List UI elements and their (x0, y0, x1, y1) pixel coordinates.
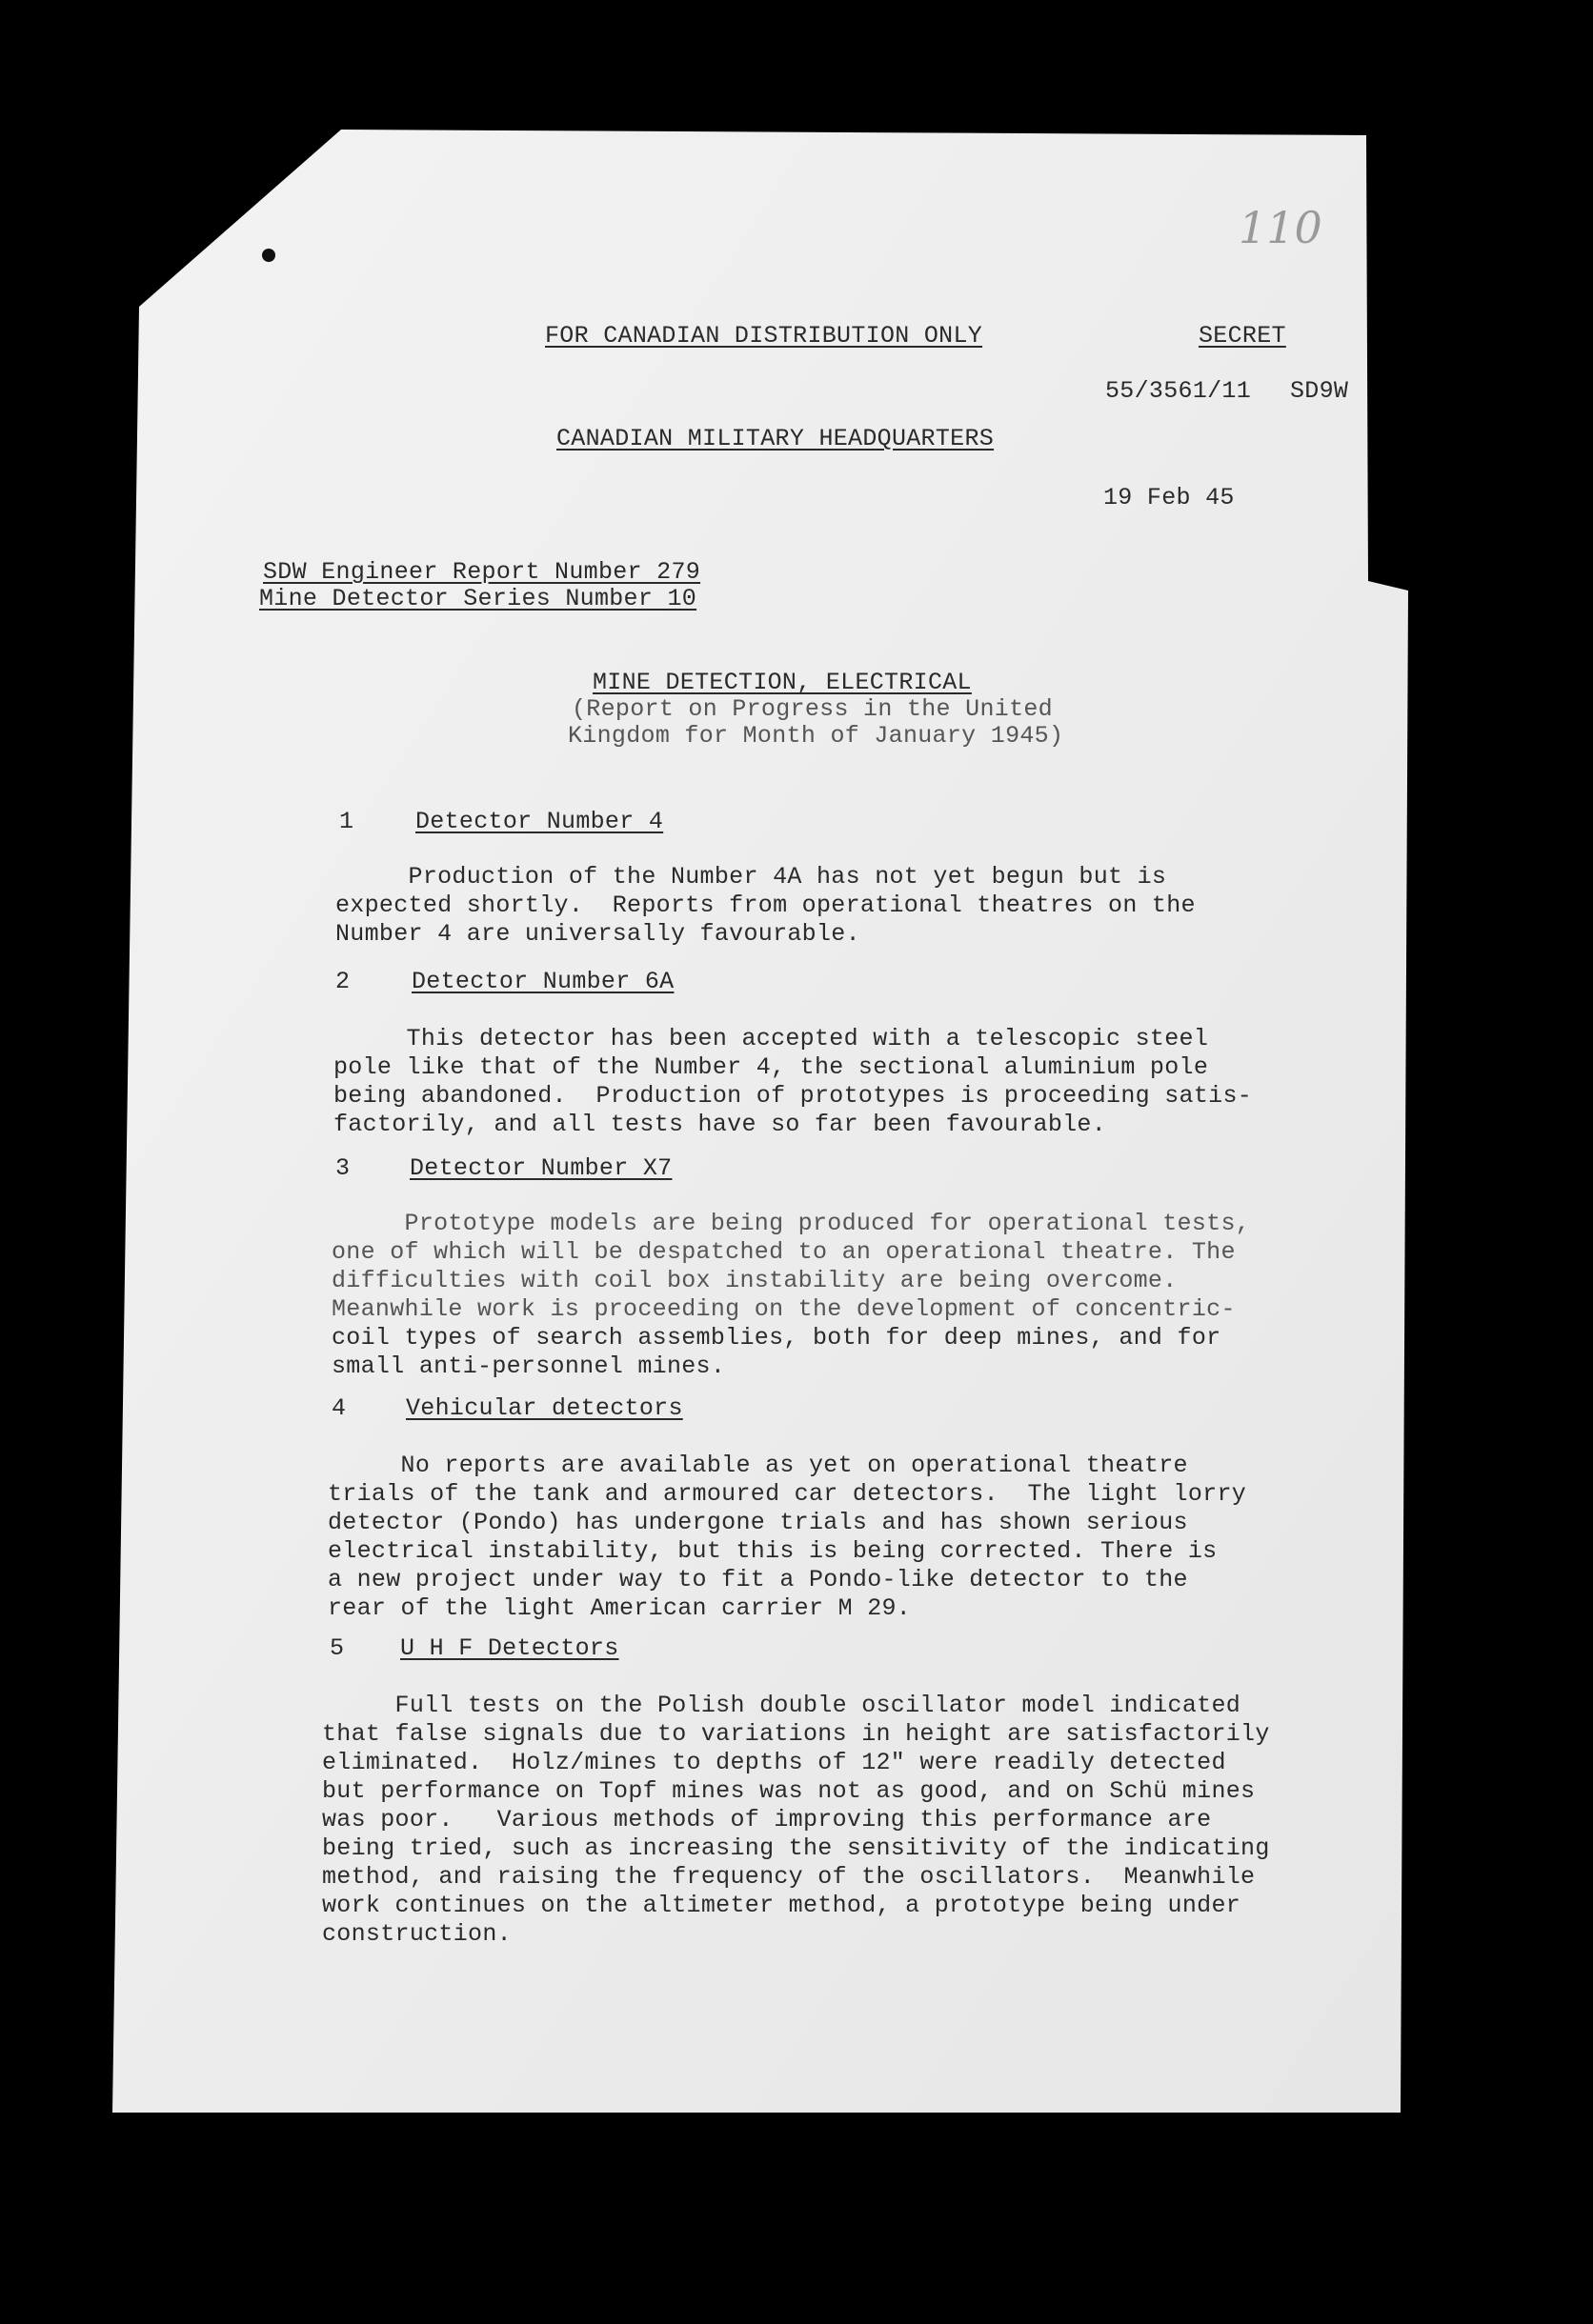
section-heading: U H F Detectors (400, 1634, 619, 1662)
report-subtitle-line2: Kingdom for Month of January 1945) (568, 722, 1064, 750)
section-line: detector (Pondo) has undergone trials and has shown serious (328, 1509, 1188, 1536)
handwritten-folio-number: 110 (1239, 202, 1322, 253)
section-line: Full tests on the Polish double oscillator model indicated (322, 1692, 1241, 1719)
section-line: rear of the light American carrier M 29. (328, 1594, 912, 1622)
section-line: but performance on Topf mines was not as good, and on Schü mines (322, 1777, 1256, 1805)
section-line: expected shortly. Reports from operational theatres on the (335, 892, 1196, 919)
section-heading: Detector Number 4 (415, 808, 664, 835)
section-heading: Vehicular detectors (406, 1394, 683, 1422)
organisation-heading: CANADIAN MILITARY HEADQUARTERS (556, 425, 995, 452)
section-line: being tried, such as increasing the sensitivity of the indicating (322, 1834, 1270, 1862)
distribution-notice: FOR CANADIAN DISTRIBUTION ONLY (545, 322, 983, 350)
section-line: Meanwhile work is proceeding on the development of concentric- (332, 1295, 1236, 1323)
section-line: method, and raising the frequency of the oscillators. Meanwhile (322, 1863, 1256, 1891)
classification-label: SECRET (1199, 322, 1286, 350)
section-line: a new project under way to fit a Pondo-like detector to the (328, 1566, 1188, 1593)
section-line: work continues on the altimeter method, a prototype being under (322, 1892, 1241, 1919)
file-reference: 55/3561/11 (1105, 377, 1252, 405)
report-title: MINE DETECTION, ELECTRICAL (593, 669, 972, 696)
punch-hole-mark (262, 249, 275, 262)
section-line: pole like that of the Number 4, the sectional aluminium pole (333, 1053, 1209, 1081)
section-number: 4 (332, 1394, 347, 1422)
section-line: one of which will be despatched to an operational theatre. The (332, 1238, 1236, 1266)
section-number: 2 (335, 968, 351, 995)
section-line: eliminated. Holz/mines to depths of 12" were readily detected (322, 1749, 1226, 1776)
section-line: No reports are available as yet on operational theatre (328, 1452, 1188, 1479)
section-line: Prototype models are being produced for operational tests, (332, 1210, 1251, 1237)
report-subtitle-line1: (Report on Progress in the United (572, 695, 1053, 723)
section-line: Production of the Number 4A has not yet begun but is (335, 863, 1167, 891)
section-heading: Detector Number X7 (410, 1154, 673, 1182)
section-line: electrical instability, but this is being corrected. There is (328, 1537, 1218, 1565)
section-line: Number 4 are universally favourable. (335, 920, 860, 948)
section-number: 5 (330, 1634, 345, 1662)
document-date: 19 Feb 45 (1103, 484, 1235, 511)
section-number: 1 (339, 808, 354, 835)
section-heading: Detector Number 6A (412, 968, 675, 995)
section-line: small anti-personnel mines. (332, 1352, 726, 1380)
section-line: This detector has been accepted with a telescopic steel (333, 1025, 1209, 1052)
section-line: being abandoned. Production of prototypes is proceeding satis- (333, 1082, 1253, 1110)
section-line: that false signals due to variations in height are satisfactorily (322, 1720, 1270, 1748)
series-number-line: Mine Detector Series Number 10 (259, 585, 697, 612)
report-number-line: SDW Engineer Report Number 279 (263, 558, 701, 586)
section-number: 3 (335, 1154, 351, 1182)
section-line: was poor. Various methods of improving this performance are (322, 1806, 1212, 1833)
file-reference-suffix: SD9W (1290, 377, 1349, 405)
section-line: coil types of search assemblies, both for deep mines, and for (332, 1324, 1221, 1352)
section-line: factorily, and all tests have so far been favourable. (333, 1111, 1107, 1138)
section-line: difficulties with coil box instability are being overcome. (332, 1267, 1178, 1294)
section-line: construction. (322, 1920, 512, 1948)
section-line: trials of the tank and armoured car detectors. The light lorry (328, 1480, 1247, 1508)
